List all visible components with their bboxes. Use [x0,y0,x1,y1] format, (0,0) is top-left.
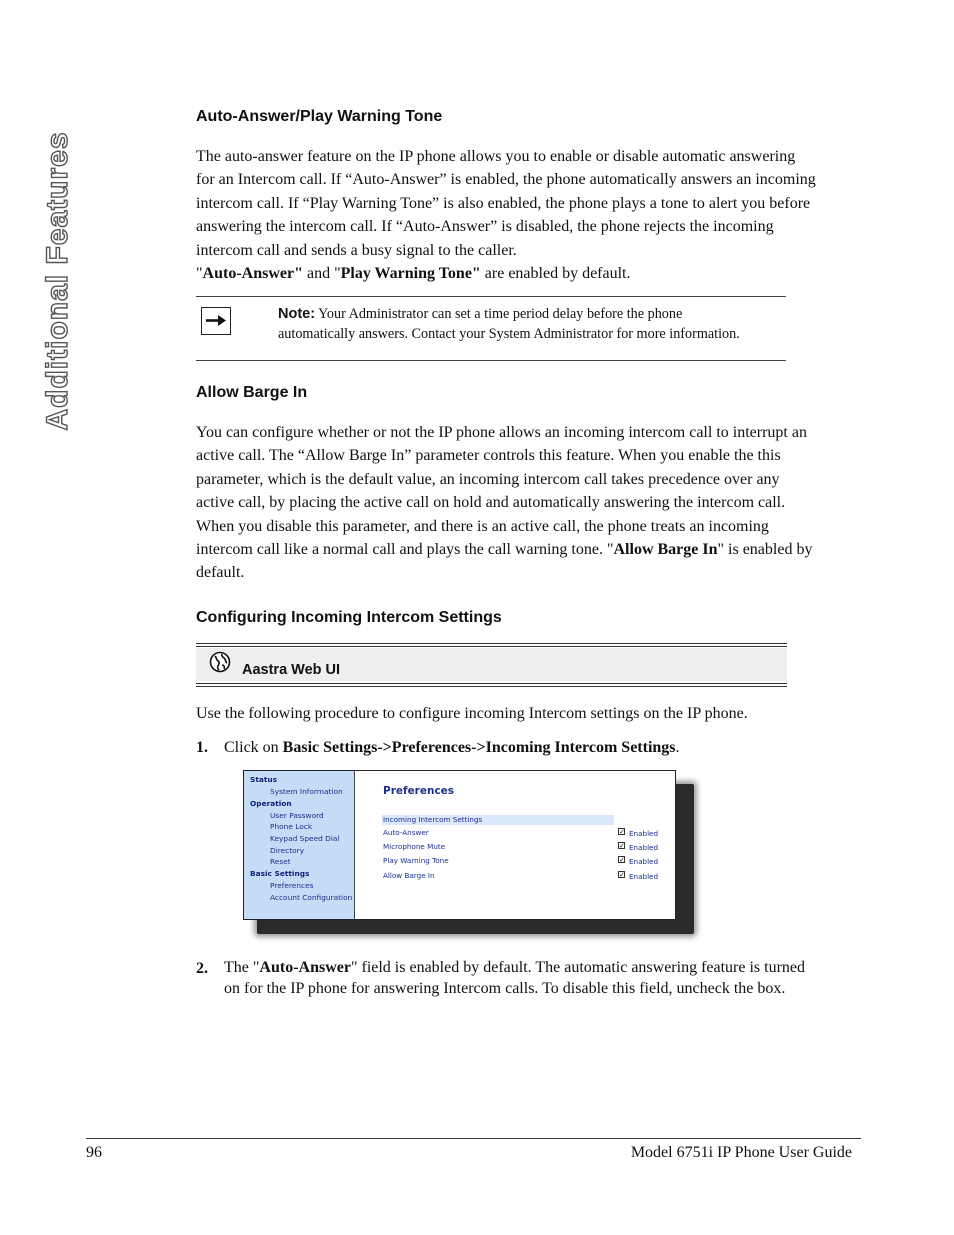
nav-operation[interactable]: Operation [250,799,292,808]
guide-title: Model 6751i IP Phone User Guide [630,1144,852,1161]
webui-label: Aastra Web UI [242,662,341,678]
webui-rule-top-inner [196,646,787,647]
nav-status[interactable]: Status [250,775,278,784]
nav-preferences[interactable]: Preferences [270,881,314,890]
row-auto-answer-label: Auto-Answer [383,828,429,837]
row-microphone-mute-label: Microphone Mute [383,842,446,851]
web-ui-screenshot [243,770,676,920]
text-line: When you disable this parameter, and there is an active call, the phone treats an incoming [196,517,769,535]
microphone-mute-checkbox[interactable]: ✓ [619,842,625,850]
heading-allow-barge-in: Allow Barge In [196,384,308,401]
intro-text: Use the following procedure to configure incoming Intercom settings on the IP phone. [196,705,748,722]
heading-auto-answer: Auto-Answer/Play Warning Tone [196,108,443,125]
note-bottom-rule [196,360,786,361]
text-line: You can configure whether or not the IP phone allows an incoming intercom call to interrupt an [196,424,807,441]
globe-icon [209,651,231,673]
text-line: The auto-answer feature on the IP phone allows you to enable or disable automatic answering [196,148,796,165]
play-warning-tone-checkbox[interactable]: ✓ [619,856,625,864]
nav-system-information[interactable]: System Information [270,787,343,796]
default-line: "Auto-Answer" and "Play Warning Tone" are enabled by default. [196,265,631,283]
allow-barge-in-checkbox[interactable]: ✓ [619,871,625,879]
webui-rule-bottom-outer [196,686,787,687]
nav-user-password[interactable]: User Password [270,811,324,820]
section-label: Incoming Intercom Settings [383,815,483,824]
play-warning-tone-enabled: Enabled [629,857,659,866]
nav-basic-settings[interactable]: Basic Settings [250,869,310,878]
nav-account-configuration[interactable]: Account Configuration [270,893,353,902]
paragraph-auto-answer [196,145,866,285]
text-line: default. [196,564,245,582]
screenshot-nav [244,771,355,919]
heading-configuring-intercom: Configuring Incoming Intercom Settings [196,609,502,626]
microphone-mute-enabled: Enabled [629,843,659,852]
note-top-rule [196,296,786,297]
text-line: intercom call like a normal call and plays the call warning tone. "Allow Barge In" is enabled by [196,541,813,559]
row-allow-barge-in-label: Allow Barge In [383,871,435,880]
allow-barge-in-enabled: Enabled [629,872,659,881]
step-2-number: 2. [196,960,208,977]
nav-phone-lock[interactable]: Phone Lock [270,822,313,831]
page-number: 96 [86,1144,102,1161]
nav-directory[interactable]: Directory [270,846,305,855]
side-tab-label: Additional Features [41,130,74,431]
text-line: active call. The “Allow Barge In” parameter controls this feature. When you enable the this [196,447,781,465]
note-text: Note: Your Administrator can set a time period delay before the phone automatically answers. Contact your System Administrator for more information. [278,306,740,342]
text-line: intercom call and sends a busy signal to the caller. [196,241,517,259]
text-line: for an Intercom call. If “Auto-Answer” is enabled, the phone automatically answers an incoming [196,171,816,189]
text-line: active call, by placing the active call on hold and automatically answering the intercom call. [196,494,786,512]
arrow-right-icon [201,307,231,335]
side-tab-additional-features [38,108,78,453]
nav-reset[interactable]: Reset [270,857,291,866]
footer-rule [86,1138,861,1139]
auto-answer-enabled: Enabled [629,829,659,838]
text-line: answering the intercom call. If “Auto-Answer” is disabled, the phone rejects the incoming [196,218,774,236]
screenshot-page-title: Preferences [383,785,455,797]
text-line: intercom call. If “Play Warning Tone” is also enabled, the phone plays a tone to alert you before [196,194,811,212]
paragraph-allow-barge-in [196,421,866,585]
screenshot-section-bar [382,815,614,825]
step-1-number: 1. [196,739,208,756]
text-line: parameter, which is the default value, an incoming intercom call takes precedence over any [196,470,780,488]
row-play-warning-tone-label: Play Warning Tone [383,856,449,865]
webui-rule-bottom [196,683,787,684]
step-2-text: The "Auto-Answer" field is enabled by default. The automatic answering feature is turned on for the IP phone for answering Intercom calls. To disable this field, uncheck the box. [224,959,806,997]
nav-keypad-speed-dial[interactable]: Keypad Speed Dial [270,834,340,843]
auto-answer-checkbox[interactable]: ✓ [619,828,625,836]
note-label: Note: [278,306,316,322]
webui-rule-top [196,643,787,644]
step-1-text: Click on Basic Settings->Preferences->Incoming Intercom Settings. [224,739,680,756]
